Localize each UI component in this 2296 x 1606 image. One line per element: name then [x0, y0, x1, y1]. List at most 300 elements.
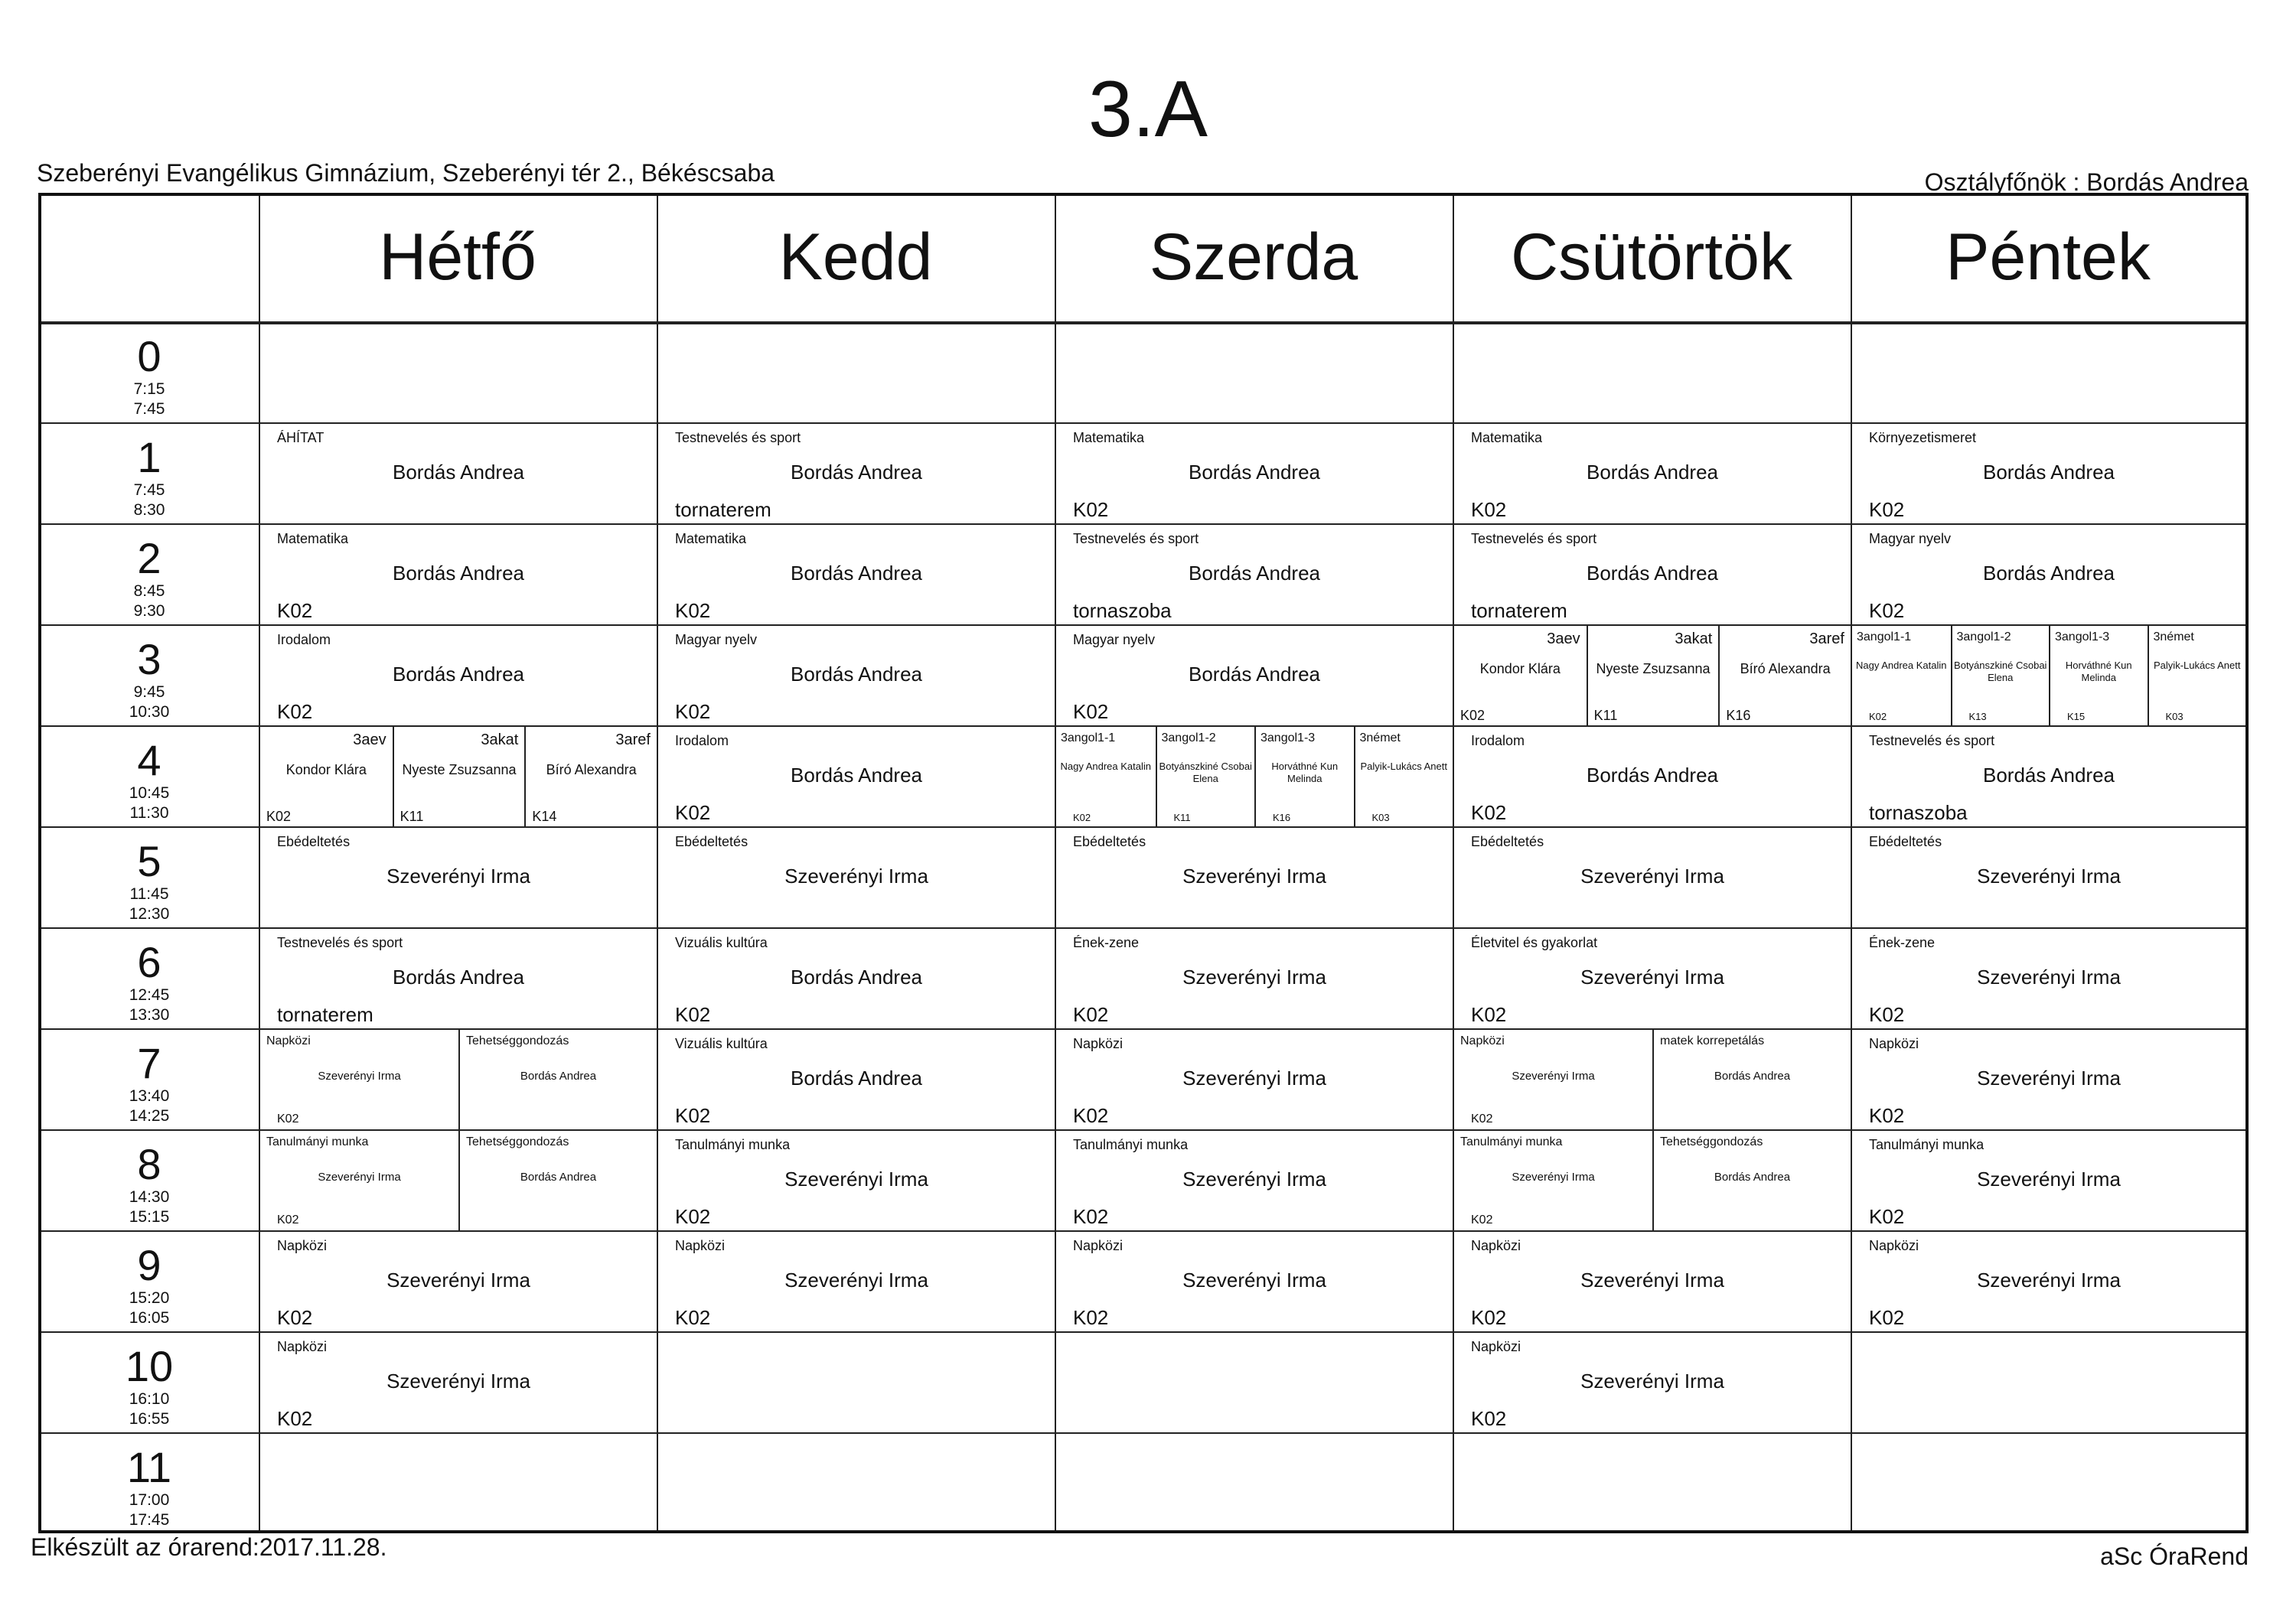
teacher-name: Bordás Andrea — [520, 1171, 597, 1184]
lesson-cell — [1852, 727, 2245, 826]
room-label: K02 — [675, 801, 711, 824]
period-number: 7 — [137, 1039, 161, 1087]
subject-label: Napközi — [266, 1034, 311, 1047]
period-start-time: 7:45 — [133, 481, 165, 499]
day-header-wed: Szerda — [1149, 220, 1358, 294]
period-number: 6 — [137, 938, 161, 986]
subject-label: Életvitel és gyakorlat — [1471, 935, 1598, 950]
group-label: 3angol1-2 — [1956, 630, 2011, 643]
subject-label: Ebédeltetés — [1073, 834, 1146, 849]
group-label: 3akat — [481, 731, 519, 748]
lesson-cell — [1454, 424, 1851, 523]
lesson-split-part — [1254, 727, 1354, 826]
teacher-name: Szeverényi Irma — [1580, 1269, 1724, 1292]
room-label: K02 — [675, 1003, 711, 1026]
lesson-split-part — [1454, 626, 1587, 725]
teacher-name: Horváthné Kun Melinda — [1271, 761, 1339, 784]
room-label: K02 — [1471, 1213, 1493, 1226]
teacher-name: Szeverényi Irma — [386, 865, 530, 888]
subject-label: Napközi — [1471, 1238, 1521, 1253]
lesson-cell — [260, 1131, 657, 1230]
subject-label: Környezetismeret — [1869, 430, 1977, 445]
period-end-time: 12:30 — [129, 905, 170, 923]
teacher-name: Bordás Andrea — [392, 663, 524, 686]
teacher-name: Bordás Andrea — [790, 461, 922, 484]
teacher-name: Szeverényi Irma — [1580, 1370, 1724, 1393]
teacher-name: Bordás Andrea — [520, 1070, 597, 1083]
period-number: 10 — [125, 1342, 174, 1390]
subject-label: Testnevelés és sport — [1073, 531, 1199, 546]
group-label: 3angol1-1 — [1061, 731, 1116, 744]
room-label: K02 — [1869, 1306, 1905, 1329]
teacher-name: Szeverényi Irma — [1977, 966, 2121, 989]
lesson-cell — [658, 828, 1055, 927]
teacher-name: Szeverényi Irma — [1512, 1070, 1595, 1083]
subject-label: Matematika — [1073, 430, 1145, 445]
teacher-name: Bordás Andrea — [392, 461, 524, 484]
period-start-time: 14:30 — [129, 1188, 170, 1206]
room-label: K15 — [2067, 711, 2086, 722]
teacher-name: Szeverényi Irma — [1580, 966, 1724, 989]
lesson-cell — [658, 1131, 1055, 1230]
room-label: tornaszoba — [1073, 599, 1172, 622]
lesson-cell — [658, 1232, 1055, 1331]
subject-label: Matematika — [277, 531, 349, 546]
group-label: 3aev — [353, 731, 386, 748]
teacher-name: Szeverényi Irma — [1580, 865, 1724, 888]
lesson-cell — [1852, 929, 2245, 1028]
teacher-name: Szeverényi Irma — [1977, 1067, 2121, 1090]
period-label — [41, 725, 257, 826]
lesson-cell — [1454, 1333, 1851, 1432]
room-label: tornaterem — [277, 1003, 373, 1026]
room-label: K02 — [1471, 801, 1507, 824]
page-title: 3.A — [1088, 65, 1208, 154]
school-address: Szeberényi Evangélikus Gimnázium, Szeberényi tér 2., Békéscsaba — [37, 159, 775, 187]
period-start-time: 15:20 — [129, 1289, 170, 1307]
lesson-cell — [658, 727, 1055, 826]
lesson-cell — [1852, 1232, 2245, 1331]
teacher-name: Szeverényi Irma — [1182, 1269, 1326, 1292]
lesson-cell — [658, 424, 1055, 523]
period-number: 4 — [137, 736, 161, 784]
period-start-time: 12:45 — [129, 986, 170, 1004]
period-label — [41, 1432, 257, 1533]
room-label: K02 — [1471, 1306, 1507, 1329]
lesson-cell — [1852, 828, 2245, 927]
lesson-cell — [1056, 929, 1453, 1028]
lesson-split-part — [1056, 727, 1156, 826]
day-header-mon: Hétfő — [379, 220, 536, 294]
lesson-split-part — [1354, 727, 1453, 826]
day-header-tue: Kedd — [778, 220, 933, 294]
teacher-name: Bordás Andrea — [790, 1067, 922, 1090]
room-label: K02 — [1073, 700, 1109, 723]
room-label: K02 — [266, 809, 292, 824]
room-label: K11 — [400, 809, 424, 824]
room-label: K02 — [1869, 711, 1887, 722]
subject-label: Vizuális kultúra — [675, 1036, 768, 1051]
lesson-cell — [1056, 828, 1453, 927]
room-label: K02 — [1471, 1407, 1507, 1430]
period-end-time: 13:30 — [129, 1006, 170, 1024]
lesson-cell — [1056, 525, 1453, 624]
period-end-time: 11:30 — [129, 804, 169, 822]
subject-label: Testnevelés és sport — [675, 430, 801, 445]
subject-label: Tanulmányi munka — [266, 1135, 369, 1148]
subject-label: Tanulmányi munka — [1460, 1135, 1563, 1148]
teacher-name: Horváthné Kun Melinda — [2065, 660, 2132, 683]
lesson-cell — [1056, 626, 1453, 725]
lesson-cell — [260, 929, 657, 1028]
lesson-cell — [1056, 424, 1453, 523]
room-label: K02 — [1073, 1003, 1109, 1026]
subject-label: Napközi — [1073, 1238, 1124, 1253]
lesson-cell — [1852, 424, 2245, 523]
subject-label: Tehetséggondozás — [1660, 1135, 1763, 1148]
lesson-cell — [260, 1232, 657, 1331]
teacher-name: Szeverényi Irma — [318, 1171, 401, 1184]
subject-label: Napközi — [1869, 1036, 1919, 1051]
group-label: 3német — [2153, 630, 2194, 643]
teacher-name: Szeverényi Irma — [318, 1070, 401, 1083]
day-header-thu: Csütörtök — [1510, 220, 1793, 294]
lesson-split-part — [1951, 626, 2050, 725]
room-label: K14 — [532, 809, 557, 824]
teacher-name: Szeverényi Irma — [1182, 966, 1326, 989]
teacher-name: Szeverényi Irma — [1977, 865, 2121, 888]
subject-label: Napközi — [1471, 1339, 1521, 1354]
room-label: K02 — [675, 599, 711, 622]
period-number: 2 — [137, 534, 161, 582]
room-label: K03 — [1371, 812, 1390, 823]
lesson-split-part — [1454, 1131, 1652, 1230]
teacher-name: Bordás Andrea — [790, 562, 922, 585]
lesson-cell — [658, 1030, 1055, 1129]
room-label: K02 — [1073, 812, 1091, 823]
lesson-split-part — [1852, 626, 1951, 725]
lesson-cell — [260, 1333, 657, 1432]
software-credit: aSc ÓraRend — [2100, 1542, 2249, 1570]
period-start-time: 11:45 — [129, 885, 169, 903]
period-label — [41, 927, 257, 1028]
period-label — [41, 1028, 257, 1129]
period-start-time: 13:40 — [129, 1087, 170, 1105]
room-label: K02 — [277, 1213, 299, 1226]
lesson-cell — [260, 727, 657, 826]
teacher-name: Nagy Andrea Katalin — [1855, 660, 1947, 671]
teacher-name: Szeverényi Irma — [784, 865, 928, 888]
created-date: Elkészült az órarend:2017.11.28. — [31, 1533, 387, 1561]
teacher-name: Bordás Andrea — [1714, 1171, 1791, 1184]
lesson-split-part — [1652, 1030, 1851, 1129]
teacher-name: Nyeste Zsuzsanna — [402, 762, 517, 777]
subject-label: Matematika — [675, 531, 747, 546]
room-label: K02 — [1869, 1104, 1905, 1127]
lesson-split-part — [393, 727, 525, 826]
room-label: K11 — [1593, 708, 1618, 723]
period-label — [41, 523, 257, 624]
teacher-name: Palyik-Lukács Anett — [2154, 660, 2241, 671]
head-teacher: Osztályfőnök : Bordás Andrea — [1924, 168, 2249, 196]
group-label: 3aev — [1547, 630, 1580, 647]
subject-label: ÁHÍTAT — [277, 430, 325, 445]
teacher-name: Bordás Andrea — [1586, 562, 1718, 585]
room-label: K02 — [675, 1306, 711, 1329]
subject-label: Irodalom — [1471, 733, 1525, 748]
teacher-name: Bordás Andrea — [1982, 562, 2115, 585]
lesson-cell — [260, 1030, 657, 1129]
subject-label: Tehetséggondozás — [466, 1034, 569, 1047]
subject-label: Irodalom — [277, 632, 331, 647]
room-label: K02 — [277, 1306, 313, 1329]
subject-label: Ebédeltetés — [1471, 834, 1544, 849]
lesson-cell — [1056, 1131, 1453, 1230]
teacher-name: Botyánszkiné Csobai Elena — [1954, 660, 2047, 683]
subject-label: Napközi — [1460, 1034, 1505, 1047]
period-start-time: 7:15 — [133, 380, 165, 398]
room-label: K16 — [1726, 708, 1751, 723]
subject-label: Ének-zene — [1869, 935, 1936, 950]
room-label: K02 — [277, 1407, 313, 1430]
teacher-name: Bordás Andrea — [790, 663, 922, 686]
teacher-name: Bordás Andrea — [392, 966, 524, 989]
lesson-cell — [260, 424, 657, 523]
lesson-cell — [1454, 727, 1851, 826]
subject-label: Tehetséggondozás — [466, 1135, 569, 1148]
subject-label: matek korrepetálás — [1660, 1034, 1765, 1047]
room-label: K02 — [1460, 708, 1486, 723]
teacher-name: Bordás Andrea — [790, 764, 922, 787]
lesson-cell — [1852, 525, 2245, 624]
lesson-cell — [1056, 727, 1453, 826]
lesson-cell — [260, 828, 657, 927]
group-label: 3angol1-3 — [1261, 731, 1316, 744]
room-label: K02 — [277, 700, 313, 723]
room-label: K02 — [1869, 498, 1905, 521]
group-label: 3aref — [1809, 630, 1844, 647]
period-start-time: 8:45 — [133, 582, 165, 600]
lesson-split-part — [1652, 1131, 1851, 1230]
subject-label: Testnevelés és sport — [1471, 531, 1597, 546]
teacher-name: Szeverényi Irma — [784, 1269, 928, 1292]
room-label: K02 — [1869, 599, 1905, 622]
period-number: 3 — [137, 635, 161, 683]
teacher-name: Nyeste Zsuzsanna — [1596, 661, 1711, 676]
lesson-cell — [1852, 1131, 2245, 1230]
lesson-cell — [1056, 1232, 1453, 1331]
day-header-fri: Péntek — [1945, 220, 2151, 294]
room-label: K02 — [1869, 1003, 1905, 1026]
room-label: K03 — [2165, 711, 2183, 722]
room-label: tornaterem — [675, 498, 771, 521]
lesson-cell — [1056, 1030, 1453, 1129]
period-end-time: 16:55 — [129, 1410, 170, 1428]
period-number: 9 — [137, 1241, 161, 1289]
room-label: K02 — [675, 1104, 711, 1127]
lesson-split-part — [1587, 626, 1719, 725]
teacher-name: Kondor Klára — [285, 762, 367, 777]
lesson-cell — [260, 525, 657, 624]
lesson-cell — [1852, 1030, 2245, 1129]
lesson-split-part — [1718, 626, 1851, 725]
lesson-cell — [1454, 929, 1851, 1028]
period-label — [41, 1129, 257, 1230]
header-divider — [41, 321, 2245, 324]
room-label: K02 — [277, 599, 313, 622]
period-start-time: 17:00 — [129, 1491, 170, 1509]
teacher-name: Szeverényi Irma — [1977, 1269, 2121, 1292]
lesson-cell — [658, 626, 1055, 725]
subject-label: Testnevelés és sport — [277, 935, 403, 950]
lesson-split-part — [260, 1131, 458, 1230]
period-start-time: 9:45 — [133, 683, 165, 701]
lesson-split-part — [2049, 626, 2148, 725]
lesson-cell — [1454, 828, 1851, 927]
lesson-cell — [658, 525, 1055, 624]
teacher-name: Bordás Andrea — [1586, 764, 1718, 787]
room-label: tornaterem — [1471, 599, 1567, 622]
teacher-name: Bordás Andrea — [1188, 663, 1320, 686]
subject-label: Vizuális kultúra — [675, 935, 768, 950]
teacher-name: Szeverényi Irma — [1977, 1168, 2121, 1191]
period-label — [41, 1230, 257, 1331]
subject-label: Irodalom — [675, 733, 729, 748]
period-label — [41, 422, 257, 523]
period-label — [41, 321, 257, 422]
teacher-name: Bíró Alexandra — [546, 762, 637, 777]
teacher-name: Bordás Andrea — [1982, 461, 2115, 484]
teacher-name: Szeverényi Irma — [1182, 865, 1326, 888]
period-label — [41, 826, 257, 927]
teacher-name: Bordás Andrea — [1586, 461, 1718, 484]
lesson-cell — [1454, 1131, 1851, 1230]
subject-label: Tanulmányi munka — [1869, 1137, 1985, 1152]
room-label: K02 — [675, 700, 711, 723]
period-end-time: 10:30 — [129, 703, 170, 721]
teacher-name: Szeverényi Irma — [784, 1168, 928, 1191]
group-label: 3angol1-2 — [1161, 731, 1216, 744]
period-number: 0 — [137, 332, 161, 380]
subject-label: Napközi — [277, 1238, 328, 1253]
teacher-name: Bordás Andrea — [790, 966, 922, 989]
lesson-split-part — [260, 727, 393, 826]
room-label: K02 — [1471, 1112, 1493, 1126]
teacher-name: Botyánszkiné Csobai Elena — [1159, 761, 1252, 784]
period-end-time: 7:45 — [133, 400, 165, 418]
period-number: 8 — [137, 1140, 161, 1188]
room-label: K02 — [675, 1205, 711, 1228]
subject-label: Magyar nyelv — [675, 632, 758, 647]
subject-label: Napközi — [1073, 1036, 1124, 1051]
teacher-name: Bordás Andrea — [1714, 1070, 1791, 1083]
group-label: 3akat — [1675, 630, 1713, 647]
period-end-time: 17:45 — [129, 1511, 170, 1529]
timetable-grid — [38, 193, 2249, 1533]
period-number: 1 — [137, 433, 161, 481]
room-label: K02 — [1869, 1205, 1905, 1228]
lesson-cell — [1454, 1232, 1851, 1331]
lesson-split-part — [2148, 626, 2246, 725]
row-divider — [41, 1432, 2245, 1434]
teacher-name: Bordás Andrea — [1188, 562, 1320, 585]
teacher-name: Szeverényi Irma — [386, 1370, 530, 1393]
room-label: K02 — [1073, 1104, 1109, 1127]
group-label: 3német — [1359, 731, 1401, 744]
subject-label: Testnevelés és sport — [1869, 733, 1995, 748]
room-label: K11 — [1173, 812, 1191, 823]
lesson-cell — [260, 626, 657, 725]
period-end-time: 8:30 — [133, 501, 165, 519]
teacher-name: Szeverényi Irma — [1182, 1067, 1326, 1090]
lesson-split-part — [524, 727, 657, 826]
lesson-cell — [1454, 626, 1851, 725]
subject-label: Magyar nyelv — [1869, 531, 1952, 546]
room-label: K02 — [1073, 498, 1109, 521]
period-number: 5 — [137, 837, 161, 885]
lesson-cell — [1454, 1030, 1851, 1129]
period-number: 11 — [126, 1443, 172, 1491]
room-label: K02 — [1471, 1003, 1507, 1026]
subject-label: Tanulmányi munka — [675, 1137, 791, 1152]
teacher-name: Szeverényi Irma — [386, 1269, 530, 1292]
lesson-cell — [1454, 525, 1851, 624]
subject-label: Napközi — [277, 1339, 328, 1354]
room-label: K02 — [1073, 1306, 1109, 1329]
period-start-time: 10:45 — [129, 784, 170, 802]
subject-label: Napközi — [675, 1238, 726, 1253]
room-label: K16 — [1273, 812, 1291, 823]
lesson-split-part — [1454, 1030, 1652, 1129]
period-end-time: 9:30 — [133, 602, 165, 620]
subject-label: Napközi — [1869, 1238, 1919, 1253]
teacher-name: Palyik-Lukács Anett — [1360, 761, 1447, 772]
teacher-name: Kondor Klára — [1479, 661, 1561, 676]
teacher-name: Bordás Andrea — [1188, 461, 1320, 484]
lesson-cell — [1852, 626, 2245, 725]
group-label: 3angol1-1 — [1857, 630, 1912, 643]
teacher-name: Bordás Andrea — [392, 562, 524, 585]
subject-label: Tanulmányi munka — [1073, 1137, 1189, 1152]
room-label: tornaszoba — [1869, 801, 1968, 824]
teacher-name: Bordás Andrea — [1982, 764, 2115, 787]
subject-label: Magyar nyelv — [1073, 632, 1156, 647]
subject-label: Ebédeltetés — [1869, 834, 1942, 849]
room-label: K02 — [277, 1112, 299, 1126]
room-label: K13 — [1968, 711, 1987, 722]
teacher-name: Nagy Andrea Katalin — [1060, 761, 1152, 772]
group-label: 3angol1-3 — [2055, 630, 2110, 643]
room-label: K02 — [1073, 1205, 1109, 1228]
subject-label: Ebédeltetés — [277, 834, 351, 849]
period-label — [41, 1331, 257, 1432]
subject-label: Ének-zene — [1073, 935, 1140, 950]
teacher-name: Szeverényi Irma — [1182, 1168, 1326, 1191]
period-end-time: 15:15 — [129, 1208, 170, 1226]
subject-label: Ebédeltetés — [675, 834, 748, 849]
room-label: K02 — [1471, 498, 1507, 521]
lesson-split-part — [458, 1131, 657, 1230]
lesson-split-part — [1156, 727, 1255, 826]
period-end-time: 14:25 — [129, 1107, 170, 1125]
period-label — [41, 624, 257, 725]
teacher-name: Bíró Alexandra — [1740, 661, 1831, 676]
lesson-split-part — [260, 1030, 458, 1129]
lesson-cell — [658, 929, 1055, 1028]
period-end-time: 16:05 — [129, 1309, 170, 1327]
teacher-name: Szeverényi Irma — [1512, 1171, 1595, 1184]
period-start-time: 16:10 — [129, 1390, 170, 1408]
